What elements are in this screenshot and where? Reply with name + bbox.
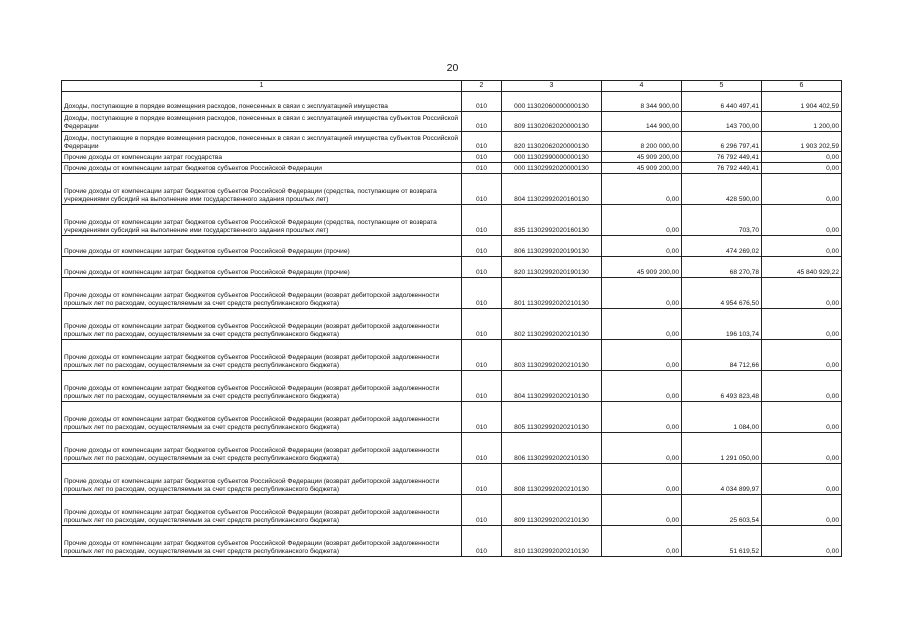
table-row <box>62 340 842 371</box>
row-value-col4: 0,00 <box>602 495 682 526</box>
row-description: Прочие доходы от компенсации затрат бюджетов субъектов Российской Федерации (возврат дебиторской задолженности прошлых лет по расходам, осуществляемым за счет средств республиканского бюджета) <box>62 278 462 309</box>
header-col-5: 5 <box>682 81 762 92</box>
row-budget-code: 806 11302992020210130 <box>502 433 602 464</box>
row-line-code: 010 <box>462 464 502 495</box>
table-body <box>62 92 842 557</box>
row-description: Доходы, поступающие в порядке возмещения расходов, понесенных в связи с эксплуатацией имущества субъектов Российской Федерации <box>62 112 462 132</box>
row-value-col4: 0,00 <box>602 433 682 464</box>
row-value-col5: 6 493 823,48 <box>682 371 762 402</box>
row-value-col4: 0,00 <box>602 371 682 402</box>
row-value-col6: 0,00 <box>762 205 842 236</box>
row-line-code: 010 <box>462 309 502 340</box>
row-value-col5: 703,70 <box>682 205 762 236</box>
row-value-col5: 6 440 497,41 <box>682 92 762 112</box>
row-value-col4: 0,00 <box>602 526 682 557</box>
row-budget-code: 820 11302062020000130 <box>502 132 602 152</box>
row-line-code: 010 <box>462 112 502 132</box>
row-value-col5: 76 792 449,41 <box>682 163 762 174</box>
row-budget-code: 820 11302992020190130 <box>502 257 602 278</box>
row-value-col4: 0,00 <box>602 340 682 371</box>
row-description: Прочие доходы от компенсации затрат бюджетов субъектов Российской Федерации (возврат дебиторской задолженности прошлых лет по расходам, осуществляемым за счет средств республиканского бюджета) <box>62 433 462 464</box>
row-value-col4: 8 200 000,00 <box>602 132 682 152</box>
row-line-code: 010 <box>462 278 502 309</box>
table-row <box>62 309 842 340</box>
row-description: Доходы, поступающие в порядке возмещения расходов, понесенных в связи с эксплуатацией имущества <box>62 92 462 112</box>
row-value-col4: 0,00 <box>602 236 682 257</box>
row-line-code: 010 <box>462 433 502 464</box>
row-line-code: 010 <box>462 257 502 278</box>
row-line-code: 010 <box>462 92 502 112</box>
row-budget-code: 000 11302060000000130 <box>502 92 602 112</box>
header-col-1: 1 <box>62 81 462 92</box>
row-budget-code: 809 11302062020000130 <box>502 112 602 132</box>
row-line-code: 010 <box>462 495 502 526</box>
row-budget-code: 805 11302992020210130 <box>502 402 602 433</box>
row-value-col6: 0,00 <box>762 278 842 309</box>
row-value-col6: 0,00 <box>762 340 842 371</box>
row-value-col4: 45 909 200,00 <box>602 257 682 278</box>
row-value-col4: 0,00 <box>602 464 682 495</box>
row-value-col5: 68 270,78 <box>682 257 762 278</box>
row-line-code: 010 <box>462 205 502 236</box>
row-value-col6: 0,00 <box>762 174 842 205</box>
row-line-code: 010 <box>462 526 502 557</box>
row-value-col5: 1 084,00 <box>682 402 762 433</box>
row-value-col6: 0,00 <box>762 464 842 495</box>
header-col-6: 6 <box>762 81 842 92</box>
row-line-code: 010 <box>462 236 502 257</box>
row-value-col5: 1 291 050,00 <box>682 433 762 464</box>
table-row <box>62 205 842 236</box>
row-value-col4: 45 909 200,00 <box>602 163 682 174</box>
table-row <box>62 402 842 433</box>
row-description: Прочие доходы от компенсации затрат бюджетов субъектов Российской Федерации (средства, поступающие от возврата учреждениями субсидий на выполнение ими государственного задания прошлых лет) <box>62 205 462 236</box>
row-value-col4: 8 344 900,00 <box>602 92 682 112</box>
row-line-code: 010 <box>462 402 502 433</box>
revenue-table <box>61 80 842 557</box>
row-description: Прочие доходы от компенсации затрат бюджетов субъектов Российской Федерации (возврат дебиторской задолженности прошлых лет по расходам, осуществляемым за счет средств республиканского бюджета) <box>62 402 462 433</box>
row-budget-code: 808 11302992020210130 <box>502 464 602 495</box>
row-description: Прочие доходы от компенсации затрат бюджетов субъектов Российской Федерации (возврат дебиторской задолженности прошлых лет по расходам, осуществляемым за счет средств республиканского бюджета) <box>62 309 462 340</box>
row-value-col4: 0,00 <box>602 278 682 309</box>
row-value-col6: 0,00 <box>762 402 842 433</box>
row-value-col5: 4 954 676,50 <box>682 278 762 309</box>
table-row <box>62 371 842 402</box>
row-value-col4: 0,00 <box>602 174 682 205</box>
row-line-code: 010 <box>462 163 502 174</box>
row-value-col5: 474 269,02 <box>682 236 762 257</box>
row-value-col5: 51 619,52 <box>682 526 762 557</box>
row-value-col5: 4 034 899,97 <box>682 464 762 495</box>
row-value-col4: 45 909 200,00 <box>602 152 682 163</box>
header-col-2: 2 <box>462 81 502 92</box>
row-budget-code: 803 11302992020210130 <box>502 340 602 371</box>
row-value-col6: 0,00 <box>762 433 842 464</box>
row-line-code: 010 <box>462 152 502 163</box>
row-description: Прочие доходы от компенсации затрат бюджетов субъектов Российской Федерации (средства, поступающие от возврата учреждениями субсидий на выполнение ими государственного задания прошлых лет) <box>62 174 462 205</box>
row-line-code: 010 <box>462 371 502 402</box>
row-value-col5: 143 700,00 <box>682 112 762 132</box>
table-row <box>62 257 842 278</box>
table-header-row <box>62 81 842 92</box>
table-row <box>62 464 842 495</box>
row-description: Прочие доходы от компенсации затрат бюджетов субъектов Российской Федерации (возврат дебиторской задолженности прошлых лет по расходам, осуществляемым за счет средств республиканского бюджета) <box>62 340 462 371</box>
table-row <box>62 236 842 257</box>
row-value-col6: 0,00 <box>762 309 842 340</box>
row-description: Прочие доходы от компенсации затрат бюджетов субъектов Российской Федерации <box>62 163 462 174</box>
row-line-code: 010 <box>462 174 502 205</box>
row-description: Прочие доходы от компенсации затрат бюджетов субъектов Российской Федерации (прочие) <box>62 236 462 257</box>
row-budget-code: 804 11302992020160130 <box>502 174 602 205</box>
row-description: Прочие доходы от компенсации затрат бюджетов субъектов Российской Федерации (возврат дебиторской задолженности прошлых лет по расходам, осуществляемым за счет средств республиканского бюджета) <box>62 371 462 402</box>
table-row <box>62 526 842 557</box>
row-budget-code: 000 11302992020000130 <box>502 163 602 174</box>
row-value-col6: 1 200,00 <box>762 112 842 132</box>
row-value-col6: 0,00 <box>762 526 842 557</box>
row-budget-code: 000 11302990000000130 <box>502 152 602 163</box>
table-row <box>62 163 842 174</box>
row-description: Прочие доходы от компенсации затрат бюджетов субъектов Российской Федерации (возврат дебиторской задолженности прошлых лет по расходам, осуществляемым за счет средств республиканского бюджета) <box>62 464 462 495</box>
row-value-col6: 1 904 402,59 <box>762 92 842 112</box>
row-value-col6: 0,00 <box>762 236 842 257</box>
row-budget-code: 801 11302992020210130 <box>502 278 602 309</box>
row-budget-code: 809 11302992020210130 <box>502 495 602 526</box>
row-value-col6: 0,00 <box>762 371 842 402</box>
header-col-3: 3 <box>502 81 602 92</box>
row-value-col6: 0,00 <box>762 152 842 163</box>
row-description: Доходы, поступающие в порядке возмещения расходов, понесенных в связи с эксплуатацией имущества субъектов Российской Федерации <box>62 132 462 152</box>
table-row <box>62 152 842 163</box>
row-value-col6: 0,00 <box>762 495 842 526</box>
row-description: Прочие доходы от компенсации затрат бюджетов субъектов Российской Федерации (возврат дебиторской задолженности прошлых лет по расходам, осуществляемым за счет средств республиканского бюджета) <box>62 526 462 557</box>
row-value-col4: 144 900,00 <box>602 112 682 132</box>
row-budget-code: 802 11302992020210130 <box>502 309 602 340</box>
row-value-col4: 0,00 <box>602 205 682 236</box>
table-row <box>62 112 842 132</box>
table-row <box>62 495 842 526</box>
table-row <box>62 132 842 152</box>
table-row <box>62 174 842 205</box>
row-description: Прочие доходы от компенсации затрат государства <box>62 152 462 163</box>
table-row <box>62 92 842 112</box>
row-value-col4: 0,00 <box>602 402 682 433</box>
row-budget-code: 806 11302992020190130 <box>502 236 602 257</box>
row-budget-code: 804 11302992020210130 <box>502 371 602 402</box>
table-row <box>62 433 842 464</box>
row-value-col6: 0,00 <box>762 163 842 174</box>
row-value-col4: 0,00 <box>602 309 682 340</box>
row-value-col5: 428 590,00 <box>682 174 762 205</box>
row-value-col5: 6 296 797,41 <box>682 132 762 152</box>
row-value-col6: 1 903 202,59 <box>762 132 842 152</box>
row-value-col5: 76 792 449,41 <box>682 152 762 163</box>
row-description: Прочие доходы от компенсации затрат бюджетов субъектов Российской Федерации (прочие) <box>62 257 462 278</box>
row-description: Прочие доходы от компенсации затрат бюджетов субъектов Российской Федерации (возврат дебиторской задолженности прошлых лет по расходам, осуществляемым за счет средств республиканского бюджета) <box>62 495 462 526</box>
row-budget-code: 810 11302992020210130 <box>502 526 602 557</box>
row-value-col6: 45 840 929,22 <box>762 257 842 278</box>
row-line-code: 010 <box>462 132 502 152</box>
row-value-col5: 196 103,74 <box>682 309 762 340</box>
header-col-4: 4 <box>602 81 682 92</box>
row-value-col5: 84 712,66 <box>682 340 762 371</box>
page-number: 20 <box>446 62 459 74</box>
row-line-code: 010 <box>462 340 502 371</box>
table-row <box>62 278 842 309</box>
row-budget-code: 835 11302992020160130 <box>502 205 602 236</box>
row-value-col5: 25 603,54 <box>682 495 762 526</box>
